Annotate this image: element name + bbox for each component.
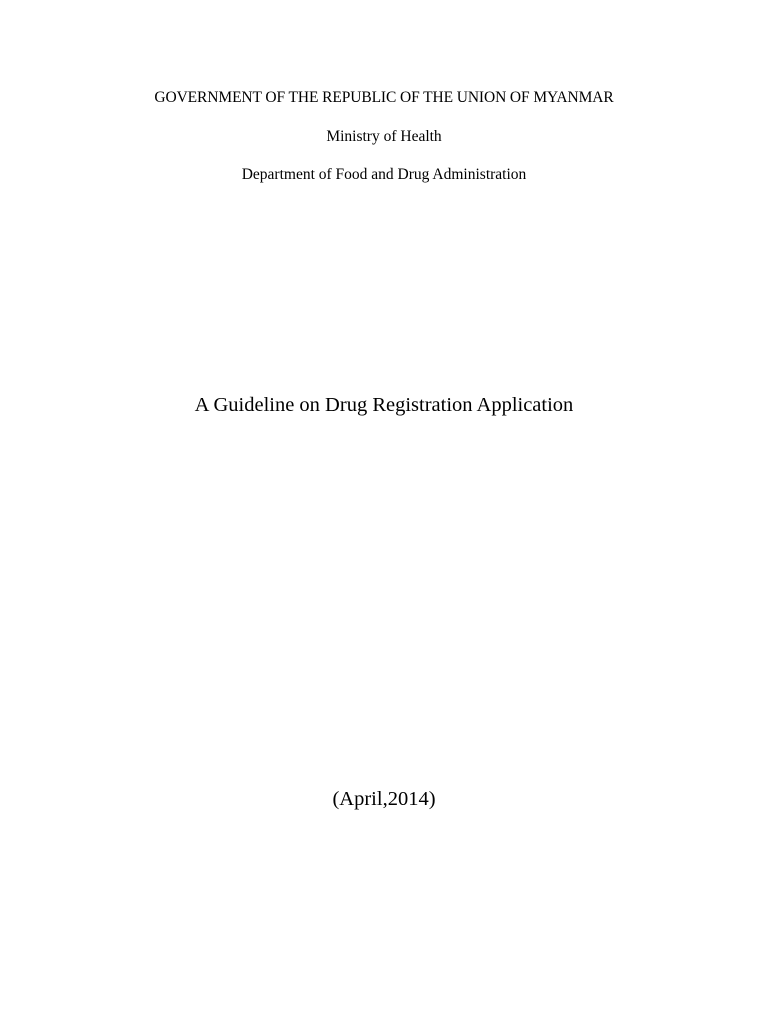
document-date: (April,2014) xyxy=(332,788,436,810)
government-heading: GOVERNMENT OF THE REPUBLIC OF THE UNION OF MYANMAR xyxy=(154,89,614,106)
ministry-heading: Ministry of Health xyxy=(326,128,442,145)
department-heading: Department of Food and Drug Administration xyxy=(241,166,527,183)
document-title: A Guideline on Drug Registration Application xyxy=(194,394,574,416)
